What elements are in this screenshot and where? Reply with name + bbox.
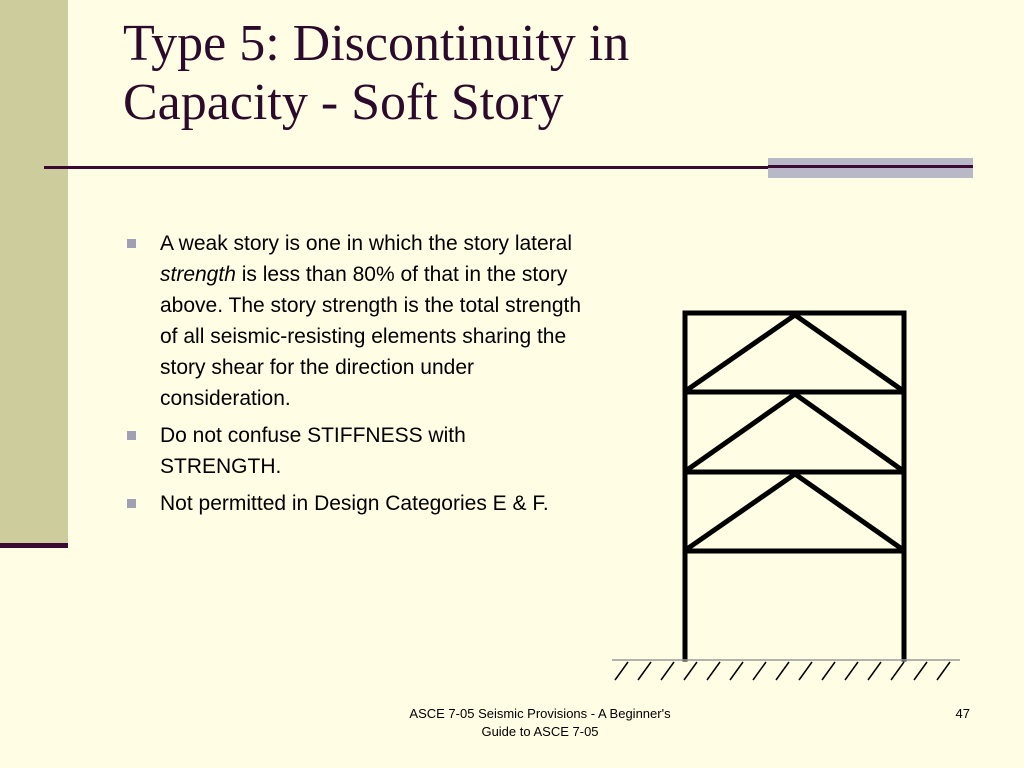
chevron-brace-bottom (687, 474, 902, 549)
bullet-text-after: is less than 80% of that in the story above. The story strength is the total strength of all seismic-resisting elements sharing the story shear for the direction under consideration. (160, 263, 582, 410)
square-bullet-icon (127, 499, 136, 508)
chevron-brace-top (687, 315, 902, 390)
slide-title-line-2: Capacity - Soft Story (123, 74, 564, 131)
ground-hatching (615, 662, 950, 680)
bullet-weak-story-definition (126, 228, 586, 414)
bullet-text: Not permitted in Design Categories E & F. (160, 492, 549, 515)
slide-title-line-1: Type 5: Discontinuity in (123, 15, 630, 72)
bullet-stiffness-vs-strength (126, 420, 586, 482)
slide-title (123, 14, 843, 132)
footer-line-2: Guide to ASCE 7-05 (481, 724, 599, 739)
chevron-brace-middle (687, 394, 902, 470)
footer-caption (390, 705, 690, 741)
title-accent-bar (768, 158, 973, 178)
left-stripe-bar (0, 543, 68, 548)
page-number: 47 (955, 706, 970, 721)
braced-frame-diagram (610, 305, 965, 690)
bullet-text-emphasis: strength (160, 263, 236, 286)
bullet-list (126, 228, 586, 525)
left-decorative-stripe (0, 0, 68, 545)
square-bullet-icon (127, 431, 136, 440)
bullet-design-categories (126, 488, 586, 519)
bullet-text-before: A weak story is one in which the story lateral (160, 232, 573, 255)
square-bullet-icon (127, 239, 136, 248)
footer-line-1: ASCE 7-05 Seismic Provisions - A Beginner's (409, 706, 671, 721)
bullet-text: Do not confuse STIFFNESS with STRENGTH. (160, 424, 466, 478)
